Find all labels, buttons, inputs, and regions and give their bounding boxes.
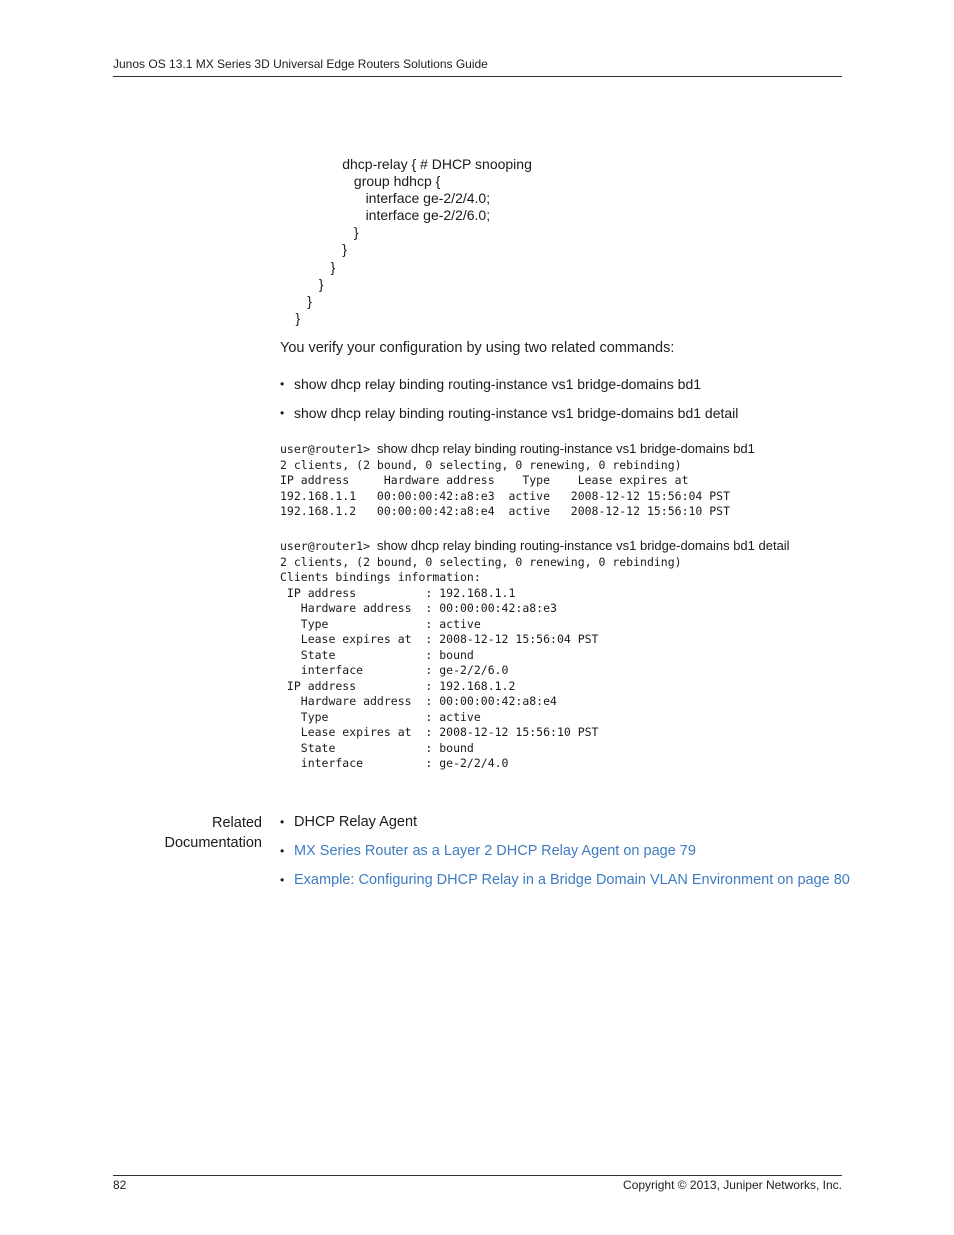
intro-paragraph: You verify your configuration by using two related commands: [280, 340, 675, 356]
running-header: Junos OS 13.1 MX Series 3D Universal Edge Routers Solutions Guide [113, 57, 488, 71]
config-code-block: dhcp-relay { # DHCP snooping group hdhcp { interface ge-2/2/4.0; interface ge-2/2/6.0; } } } } } } [295, 156, 532, 326]
copyright-notice: Copyright © 2013, Juniper Networks, Inc. [623, 1178, 842, 1192]
cli-prompt: user@router1> [280, 539, 377, 553]
header-rule [113, 76, 842, 77]
command-list-item: • show dhcp relay binding routing-instance vs1 bridge-domains bd1 detail [280, 404, 738, 433]
related-label-line: Related [212, 815, 262, 831]
cli-prompt: user@router1> [280, 442, 377, 456]
cli-detail-output [280, 538, 790, 772]
cli-summary-output [280, 441, 755, 520]
cli-command: show dhcp relay binding routing-instance vs1 bridge-domains bd1 detail [376, 538, 790, 553]
footer-rule [113, 1175, 842, 1176]
cli-command: show dhcp relay binding routing-instance vs1 bridge-domains bd1 [376, 441, 755, 456]
cli-output: 2 clients, (2 bound, 0 selecting, 0 renewing, 0 rebinding) Clients bindings information: IP address : 192.168.1.1 Hardware address : 00:00:00:42:a8:e3 Type : active Lease expires at : 2008-12-12 15:56:04 PST State : bound interface : ge-2/2/6.0 IP address : 192.168.1.2 Hardware address : 00:00:00:42:a8:e4 Type : active Lease expires at : 2008-12-12 15:56:10 PST State : bound interface : ge-2/2/4.0 [280, 554, 682, 770]
related-link-bridge-domain-vlan-example[interactable]: • Example: Configuring DHCP Relay in a Bridge Domain VLAN Environment on page 80 [280, 871, 850, 900]
command-list-item: • show dhcp relay binding routing-instance vs1 bridge-domains bd1 [280, 375, 738, 404]
related-documentation-label [140, 813, 262, 853]
cli-output: 2 clients, (2 bound, 0 selecting, 0 renewing, 0 rebinding) IP address Hardware address Type Lease expires at 192.168.1.1 00:00:00:42:a8:e3 active 2008-12-12 15:56:04 PST 192.168.1.2 00:00:00:42:a8:e4 active 2008-12-12 15:56:10 PST [280, 457, 731, 518]
page-number: 82 [113, 1178, 127, 1192]
command-list [280, 375, 738, 433]
related-label-line: Documentation [164, 835, 262, 851]
related-link-layer2-relay-agent[interactable]: • MX Series Router as a Layer 2 DHCP Relay Agent on page 79 [280, 842, 850, 871]
related-item-dhcp-relay-agent: • DHCP Relay Agent [280, 813, 850, 842]
related-documentation-list [280, 813, 850, 900]
